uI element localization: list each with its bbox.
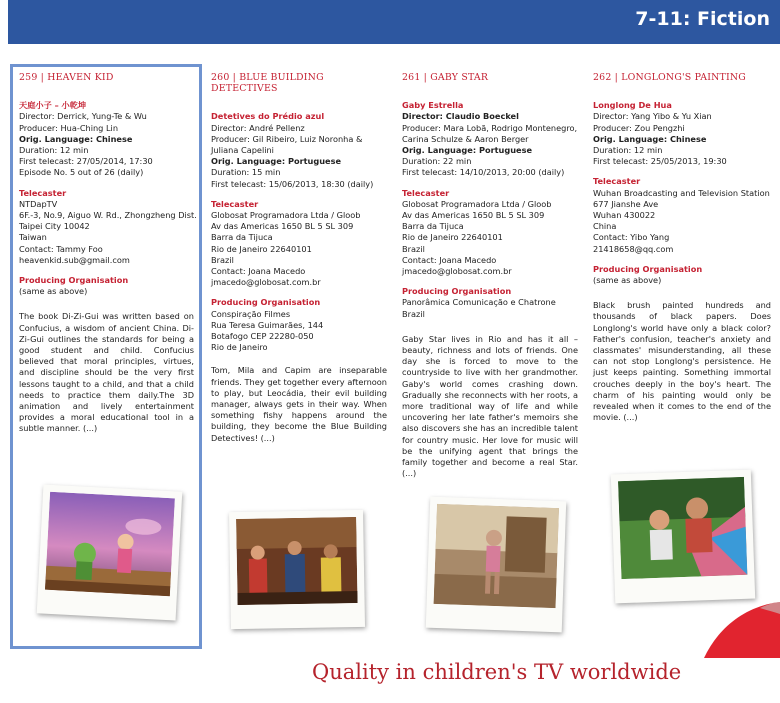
telecaster-email: 21418658@qq.com [593,243,674,254]
telecaster-label: Telecaster [19,187,67,198]
credit-line: Orig. Language: Portuguese [402,145,533,156]
producing-org-label: Producing Organisation [402,286,512,297]
telecaster-line: 6F.-3, No.9, Aiguo W. Rd., Zhongzheng Dist. [19,210,197,221]
telecaster-line: Av das Americas 1650 BL 5 SL 309 [211,221,354,232]
red-petal-graphic [700,600,780,660]
synopsis: Tom, Mila and Capim are inseparable friends. They get together every afternoon to play, but Leocádia, their evil building manager, always gets in their way. When something fishy happens around the building, they become the Blue Building Detectives! (...) [211,365,387,443]
credit-line: Duration: 22 min [402,156,472,167]
telecaster-line: 677 Jianshe Ave [593,198,659,209]
telecaster-label: Telecaster [593,176,641,187]
program-column-261[interactable] [402,70,578,480]
telecaster-line: Taipei City 10042 [19,221,90,232]
program-column-260[interactable] [211,70,387,444]
credit-line: Director: Yang Yibo & Yu Xian [593,111,712,122]
credit-line: First telecast: 25/05/2013, 19:30 [593,156,727,167]
program-original-title: Longlong De Hua [593,100,672,111]
telecaster-email: jmacedo@globosat.com.br [402,266,512,277]
footer-tagline: Quality in children's TV worldwide [312,660,682,684]
credit-line: Director: André Pellenz [211,122,305,133]
telecaster-line: Contact: Joana Macedo [211,266,306,277]
header-bar [8,0,780,44]
credit-line: Producer: Gil Ribeiro, Luiz Noronha & Juliana Capelini [211,133,363,156]
credit-line: Orig. Language: Chinese [19,133,133,144]
synopsis: Gaby Star lives in Rio and has it all – beauty, richness and lots of friends. One day she is forced to move to the countryside to live with her grandmother. Gaby's world comes crashing down. Gradually she reconnects with her roots, a more traditional way of life and while uncovering her late father's memoirs she also discovers she has an incredible talent for country music. Her love for music will be the unifying agent that brings the family together and become a real Star. (...) [402,333,578,479]
producing-org-label: Producing Organisation [211,297,321,308]
producing-org-line: Botafogo CEP 22280-050 [211,331,314,342]
producing-org-label: Producing Organisation [593,263,703,274]
producing-org-line: Rio de Janeiro [211,342,268,353]
credit-line: Producer: Zou Pengzhi [593,122,685,133]
credit-line: Producer: Hua-Ching Lin [19,122,119,133]
credit-line: First telecast: 27/05/2014, 17:30 [19,156,153,167]
program-original-title: Gaby Estrella [402,100,464,111]
telecaster-line: Barra da Tijuca [211,232,273,243]
program-original-title: Detetives do Prédio azul [211,111,325,122]
telecaster-line: Rio de Janeiro 22640101 [211,243,312,254]
credit-line: Producer: Mara Lobã, Rodrigo Montenegro, Carina Schulze & Aaron Berger [402,122,578,144]
page-title: 7-11: Fiction [635,8,770,30]
telecaster-email: heavenkid.sub@gmail.com [19,254,130,265]
telecaster-line: NTDapTV [19,198,58,209]
telecaster-line: Globosat Programadora Ltda / Gloob [211,210,361,221]
credit-line: Episode No. 5 out of 26 (daily) [19,167,144,178]
credit-line: First telecast: 15/06/2013, 18:30 (daily) [211,178,374,189]
producing-org-label: Producing Organisation [19,275,129,286]
program-column-262[interactable] [593,70,771,423]
telecaster-label: Telecaster [402,187,450,198]
telecaster-line: Barra da Tijuca [402,221,464,232]
synopsis: Black brush painted hundreds and thousands of black papers. Does Longlong's world have only a black color? Father's confusion, teacher's anxiety and classmates' misunderstanding, all these can not stop Longlong's persistence. He just keeps painting. Something immortal crouches deeply in the boy's heart. The charm of his painting would only be revealed when it comes to the end of the movie. (...) [593,300,771,423]
credit-line: Director: Derrick, Yung-Te & Wu [19,111,147,122]
telecaster-line: Wuhan Broadcasting and Television Station [593,187,770,198]
telecaster-line: Globosat Programadora Ltda / Gloob [402,198,552,209]
credit-line: Duration: 12 min [593,145,663,156]
telecaster-line: Brazil [402,243,425,254]
telecaster-line: Av das Americas 1650 BL 5 SL 309 [402,210,545,221]
producing-org-line: (same as above) [593,275,662,286]
credit-line: Orig. Language: Chinese [593,133,707,144]
boy-and-mother-still-photo [611,470,755,604]
telecaster-line: Wuhan 430022 [593,210,656,221]
program-heading: 259 | HEAVEN KID [19,72,114,83]
telecaster-line: Brazil [211,254,234,265]
telecaster-line: Contact: Joana Macedo [402,254,497,265]
program-column-259[interactable] [19,70,197,435]
telecaster-line: Taiwan [19,232,47,243]
telecaster-line: Rio de Janeiro 22640101 [402,232,503,243]
kids-band-still-photo [229,510,365,629]
program-heading: 262 | LONGLONG'S PAINTING [593,72,746,83]
girl-dancing-still-photo [426,497,566,633]
credit-line: Orig. Language: Portuguese [211,156,342,167]
producing-org-line: Rua Teresa Guimarães, 144 [211,319,324,330]
producing-org-line: Panorâmica Comunicação e Chatrone [402,297,556,308]
credit-line: Duration: 12 min [19,145,89,156]
program-original-title: 天庭小子 – 小乾坤 [19,100,87,111]
telecaster-line: China [593,221,617,232]
telecaster-label: Telecaster [211,198,259,209]
program-heading: 261 | GABY STAR [402,72,489,83]
telecaster-email: jmacedo@globosat.com.br [211,277,321,288]
producing-org-line: Brazil [402,308,425,319]
credit-line: First telecast: 14/10/2013, 20:00 (daily) [402,167,565,178]
synopsis: The book Di-Zi-Gui was written based on Confucius, a wisdom of ancient China. Di-Zi-Gui outlines the standards for being a good student and child. Confucius believed that moral principles, virtues, and discipline should be the very first lessons taught to a child, and that a child needs to practice them daily.The 3D animation and lively entertainment provides a moral educational tool in a subtle manner. (...) [19,311,194,434]
telecaster-line: Contact: Tammy Foo [19,243,103,254]
program-heading: 260 | BLUE BUILDING DETECTIVES [211,72,324,95]
producing-org-line: (same as above) [19,286,88,297]
cartoon-still-photo [37,484,183,620]
producing-org-line: Conspiração Filmes [211,308,291,319]
telecaster-line: Contact: Yibo Yang [593,232,670,243]
credit-line: Director: Claudio Boeckel [402,111,519,122]
credit-line: Duration: 15 min [211,167,281,178]
